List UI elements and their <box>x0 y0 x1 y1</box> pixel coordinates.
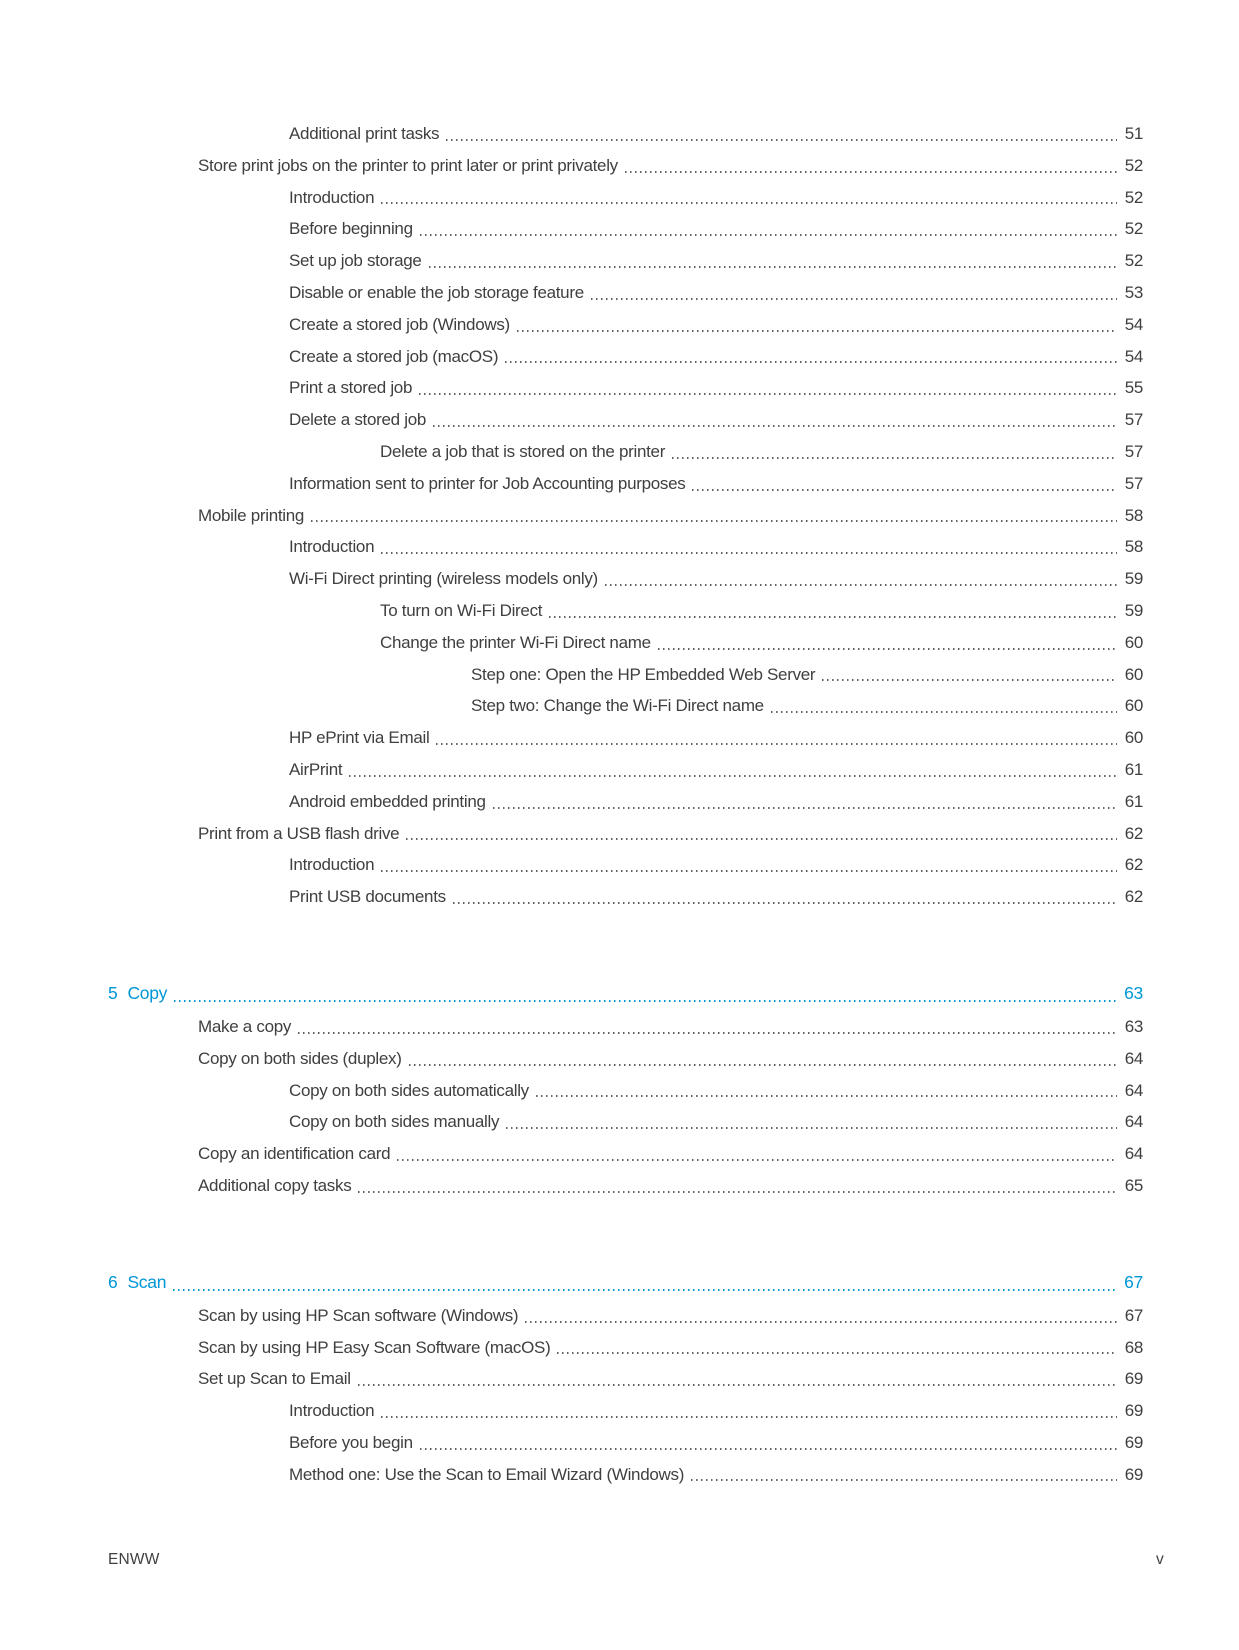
toc-entry-label: Copy on both sides (duplex) <box>198 1048 402 1068</box>
toc-entry-page-number: 67 <box>1124 1305 1143 1325</box>
toc-entry-page-number: 62 <box>1124 887 1143 907</box>
chapter-title: Scan <box>127 1271 167 1292</box>
dotted-leader <box>429 266 1117 268</box>
toc-entry-row[interactable] <box>108 1395 1143 1427</box>
toc-entry-row[interactable] <box>108 245 1143 277</box>
dotted-leader <box>506 1127 1116 1129</box>
toc-entry-row[interactable] <box>108 213 1143 245</box>
toc-entry-row[interactable] <box>108 1075 1143 1107</box>
toc-entry-page-number: 54 <box>1124 346 1143 366</box>
toc-entry-row[interactable] <box>108 881 1143 913</box>
dotted-leader <box>692 489 1116 491</box>
toc-entry-page-number: 64 <box>1124 1144 1143 1164</box>
toc-entry-row[interactable] <box>108 277 1143 309</box>
toc-entry-page-number: 52 <box>1124 251 1143 271</box>
toc-entry-row[interactable] <box>108 404 1143 436</box>
toc-entry-label: Before beginning <box>289 219 413 239</box>
toc-entry-page-number: 65 <box>1124 1175 1143 1195</box>
toc-entry-row[interactable] <box>108 722 1143 754</box>
toc-entry-row[interactable] <box>108 1043 1143 1075</box>
toc-entry-row[interactable] <box>108 436 1143 468</box>
toc-chapter-row[interactable] <box>108 975 1143 1011</box>
toc-entry-row[interactable] <box>108 1363 1143 1395</box>
toc-entry-row[interactable] <box>108 849 1143 881</box>
toc-entry-row[interactable] <box>108 563 1143 595</box>
footer-doc-label: ENWW <box>108 1551 160 1568</box>
dotted-leader <box>381 202 1116 204</box>
toc-entry-label: Wi-Fi Direct printing (wireless models only) <box>289 569 598 589</box>
table-of-contents <box>108 118 1143 1490</box>
toc-entry-row[interactable] <box>108 1138 1143 1170</box>
toc-entry-label: Disable or enable the job storage feature <box>289 282 584 302</box>
toc-entry-label: Introduction <box>289 537 375 557</box>
toc-entry-page-number: 54 <box>1124 314 1143 334</box>
toc-entry-page-number: 64 <box>1124 1048 1143 1068</box>
toc-entry-page-number: 61 <box>1124 759 1143 779</box>
toc-entry-row[interactable] <box>108 690 1143 722</box>
dotted-leader <box>605 584 1117 586</box>
dotted-leader <box>536 1095 1117 1097</box>
toc-entry-row[interactable] <box>108 818 1143 850</box>
toc-entry-label: Introduction <box>289 187 375 207</box>
toc-entry-page-number: 57 <box>1124 410 1143 430</box>
dotted-leader <box>349 775 1116 777</box>
toc-entry-label: Method one: Use the Scan to Email Wizard (Windows) <box>289 1464 685 1484</box>
dotted-leader <box>433 425 1117 427</box>
toc-entry-page-number: 57 <box>1124 441 1143 461</box>
toc-entry-label: Step two: Change the Wi-Fi Direct name <box>471 696 764 716</box>
toc-entry-label: Make a copy <box>198 1016 292 1036</box>
toc-entry-page-number: 60 <box>1124 728 1143 748</box>
toc-entry-page-number: 58 <box>1124 505 1143 525</box>
toc-entry-page-number: 62 <box>1124 823 1143 843</box>
chapter-number: 6 <box>108 1271 118 1292</box>
toc-entry-row[interactable] <box>108 786 1143 818</box>
dotted-leader <box>311 520 1117 522</box>
toc-entry-row[interactable] <box>108 150 1143 182</box>
dotted-leader <box>358 1384 1117 1386</box>
toc-entry-row[interactable] <box>108 627 1143 659</box>
toc-entry-label: Print a stored job <box>289 378 413 398</box>
toc-entry-label: To turn on Wi-Fi Direct <box>380 600 543 620</box>
dotted-leader <box>557 1352 1116 1354</box>
toc-entry-row[interactable] <box>108 309 1143 341</box>
dotted-leader <box>397 1159 1116 1161</box>
toc-entry-label: Additional copy tasks <box>198 1175 352 1195</box>
toc-entry-label: Step one: Open the HP Embedded Web Server <box>471 664 816 684</box>
toc-entry-page-number: 69 <box>1124 1432 1143 1452</box>
dotted-leader <box>493 807 1117 809</box>
dotted-leader <box>381 552 1116 554</box>
page-footer <box>108 1548 1164 1572</box>
dotted-leader <box>174 1000 1116 1002</box>
footer-page-number: v <box>1156 1551 1164 1568</box>
dotted-leader <box>771 711 1117 713</box>
toc-entry-label: Additional print tasks <box>289 124 440 143</box>
dotted-leader <box>420 234 1117 236</box>
toc-entry-label: Delete a stored job <box>289 410 426 430</box>
toc-entry-label: Scan by using HP Scan software (Windows) <box>198 1305 519 1325</box>
toc-entry-row[interactable] <box>108 1427 1143 1459</box>
toc-entry-row[interactable] <box>108 372 1143 404</box>
toc-entry-row[interactable] <box>108 1011 1143 1043</box>
toc-entry-label: Delete a job that is stored on the printer <box>380 441 666 461</box>
dotted-leader <box>658 648 1117 650</box>
toc-entry-label: Copy on both sides automatically <box>289 1080 529 1100</box>
toc-entry-row[interactable] <box>108 1459 1143 1491</box>
toc-entry-page-number: 64 <box>1124 1112 1143 1132</box>
dotted-leader <box>505 361 1116 363</box>
toc-entry-label: Print from a USB flash drive <box>198 823 400 843</box>
toc-entry-page-number: 69 <box>1124 1464 1143 1484</box>
toc-entry-label: Copy an identification card <box>198 1144 391 1164</box>
toc-entry-row[interactable] <box>108 468 1143 500</box>
toc-entry-row[interactable] <box>108 1106 1143 1138</box>
toc-entry-row[interactable] <box>108 182 1143 214</box>
dotted-leader <box>691 1479 1117 1481</box>
toc-entry-label: AirPrint <box>289 759 343 779</box>
toc-entry-page-number: 63 <box>1124 982 1143 1003</box>
toc-entry-label: Android embedded printing <box>289 791 486 811</box>
dotted-leader <box>409 1064 1117 1066</box>
toc-entry-row[interactable] <box>108 659 1143 691</box>
dotted-leader <box>419 393 1117 395</box>
toc-entry-label: Mobile printing <box>198 505 305 525</box>
toc-entry-row[interactable] <box>108 500 1143 532</box>
toc-entry-row[interactable] <box>108 1170 1143 1202</box>
toc-entry-page-number: 51 <box>1124 124 1143 143</box>
dotted-leader <box>517 330 1117 332</box>
dotted-leader <box>298 1032 1117 1034</box>
toc-entry-page-number: 53 <box>1124 282 1143 302</box>
toc-entry-page-number: 59 <box>1124 600 1143 620</box>
chapter-title: Copy <box>127 982 168 1003</box>
dotted-leader <box>591 298 1117 300</box>
chapter-number: 5 <box>108 982 118 1003</box>
toc-entry-row[interactable] <box>108 118 1143 150</box>
dotted-leader <box>453 902 1117 904</box>
toc-entry-row[interactable] <box>108 1332 1143 1364</box>
toc-entry-page-number: 60 <box>1124 632 1143 652</box>
toc-entry-page-number: 69 <box>1124 1369 1143 1389</box>
toc-entry-label: Print USB documents <box>289 887 446 907</box>
toc-entry-label: Introduction <box>289 1401 375 1421</box>
toc-entry-row[interactable] <box>108 341 1143 373</box>
dotted-leader <box>381 870 1116 872</box>
toc-entry-page-number: 63 <box>1124 1016 1143 1036</box>
toc-entry-page-number: 67 <box>1124 1271 1143 1292</box>
toc-entry-page-number: 52 <box>1124 155 1143 175</box>
toc-entry-page-number: 68 <box>1124 1337 1143 1357</box>
toc-entry-label: Change the printer Wi-Fi Direct name <box>380 632 651 652</box>
toc-entry-row[interactable] <box>108 595 1143 627</box>
toc-entry-row[interactable] <box>108 1300 1143 1332</box>
dotted-leader <box>358 1191 1116 1193</box>
toc-entry-label: HP ePrint via Email <box>289 728 430 748</box>
toc-entry-page-number: 52 <box>1124 187 1143 207</box>
toc-entry-label: Set up Scan to Email <box>198 1369 351 1389</box>
toc-chapter-row[interactable] <box>108 1264 1143 1300</box>
dotted-leader <box>672 457 1117 459</box>
toc-entry-row[interactable] <box>108 754 1143 786</box>
dotted-leader <box>420 1448 1117 1450</box>
toc-entry-page-number: 57 <box>1124 473 1143 493</box>
dotted-leader <box>822 679 1116 681</box>
dotted-leader <box>381 1416 1116 1418</box>
toc-entry-page-number: 64 <box>1124 1080 1143 1100</box>
toc-entry-row[interactable] <box>108 531 1143 563</box>
toc-entry-label: Copy on both sides manually <box>289 1112 500 1132</box>
toc-entry-label: Create a stored job (Windows) <box>289 314 510 334</box>
toc-entry-label: Before you begin <box>289 1432 413 1452</box>
toc-entry-page-number: 61 <box>1124 791 1143 811</box>
toc-entry-page-number: 60 <box>1124 664 1143 684</box>
dotted-leader <box>173 1289 1116 1291</box>
dotted-leader <box>625 171 1117 173</box>
toc-entry-page-number: 55 <box>1124 378 1143 398</box>
dotted-leader <box>549 616 1117 618</box>
toc-entry-label: Store print jobs on the printer to print later or print privately <box>198 155 618 175</box>
toc-entry-label: Set up job storage <box>289 251 422 271</box>
toc-entry-page-number: 60 <box>1124 696 1143 716</box>
toc-entry-page-number: 58 <box>1124 537 1143 557</box>
toc-entry-label: Information sent to printer for Job Accounting purposes <box>289 473 686 493</box>
dotted-leader <box>406 838 1116 840</box>
toc-entry-label: Introduction <box>289 855 375 875</box>
toc-entry-page-number: 52 <box>1124 219 1143 239</box>
toc-entry-label: Scan by using HP Easy Scan Software (macOS) <box>198 1337 551 1357</box>
dotted-leader <box>436 743 1116 745</box>
toc-entry-page-number: 62 <box>1124 855 1143 875</box>
dotted-leader <box>525 1321 1116 1323</box>
toc-entry-label: Create a stored job (macOS) <box>289 346 499 366</box>
toc-entry-page-number: 69 <box>1124 1401 1143 1421</box>
dotted-leader <box>446 139 1116 141</box>
toc-entry-page-number: 59 <box>1124 569 1143 589</box>
